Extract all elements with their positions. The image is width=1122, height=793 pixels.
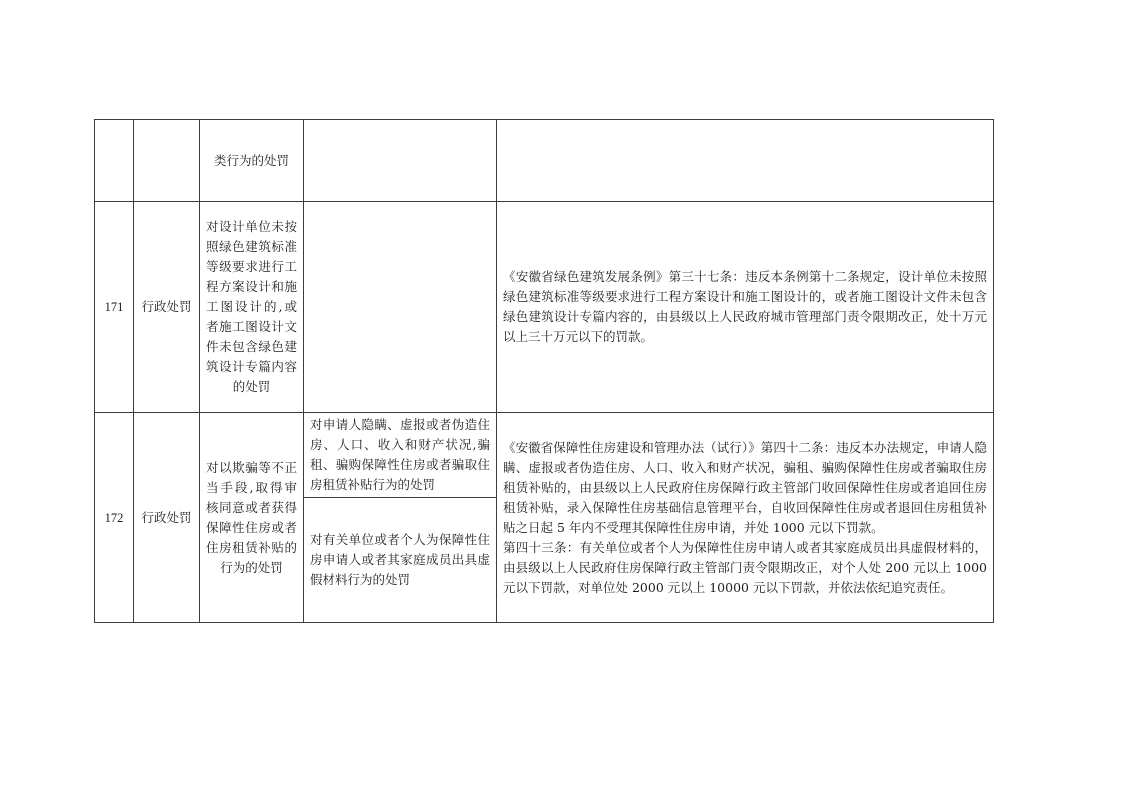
penalty-item-cell: 对以欺骗等不正当手段,取得审核同意或者获得保障性住房或者住房租赁补贴的行为的处罚: [200, 413, 304, 623]
penalty-category-cell: [134, 120, 200, 202]
penalty-category-cell: 行政处罚: [134, 413, 200, 623]
row-number-cell: 172: [95, 413, 134, 623]
legal-basis-cell: [497, 120, 994, 202]
legal-basis-cell: [497, 413, 994, 623]
legal-basis-paragraph: 《安徽省绿色建筑发展条例》第三十七条：违反本条例第十二条规定，设计单位未按照绿色建筑标准等级要求进行工程方案设计和施工图设计的，或者施工图设计文件未包含绿色建筑设计专篇内容的，由县级以上人民政府城市管理部门责令限期改正，处十万元以上三十万元以下的罚款。: [503, 269, 987, 344]
penalty-item-cell: 对设计单位未按照绿色建筑标准等级要求进行工程方案设计和施工图设计的,或者施工图设计文件未包含绿色建筑设计专篇内容的处罚: [200, 202, 304, 413]
penalty-subitem-cell: [304, 202, 497, 413]
penalty-subitem-cell: [304, 120, 497, 202]
legal-basis-cell: [497, 202, 994, 413]
penalty-item-cell: 类行为的处罚: [200, 120, 304, 202]
legal-basis-paragraph: 《安徽省保障性住房建设和管理办法（试行）》第四十二条：违反本办法规定，申请人隐瞒、虚报或者伪造住房、人口、收入和财产状况，骗租、骗购保障性住房或者骗取住房租赁补贴的，由县级以上人民政府住房保障行政主管部门收回保障性住房或者追回住房租赁补贴，录入保障性住房基础信息管理平台，自收回保障性住房或者退回住房租赁补贴之日起 5 年内不受理其保障性住房申请，并处 1000 元以下罚款。: [503, 439, 987, 535]
penalty-category-cell: 行政处罚: [134, 202, 200, 413]
penalty-subitem-cell: 对申请人隐瞒、虚报或者伪造住房、人口、收入和财产状况,骗租、骗购保障性住房或者骗取住房租赁补贴行为的处罚: [304, 413, 497, 498]
table-row-continuation: [95, 120, 994, 202]
legal-basis-paragraph: 第四十三条：有关单位或者个人为保障性住房申请人或者其家庭成员出具虚假材料的，由县级以上人民政府住房保障行政主管部门责令限期改正，对个人处 200 元以上 1000 元以下罚款，对单位处 2000 元以上 10000 元以下罚款，并依法依纪追究责任。: [503, 539, 987, 595]
row-number-cell: 171: [95, 202, 134, 413]
row-number-cell: [95, 120, 134, 202]
table-row-171: [95, 202, 994, 413]
table-row-172: [95, 413, 994, 498]
penalty-subitem-cell: 对有关单位或者个人为保障性住房申请人或者其家庭成员出具虚假材料行为的处罚: [304, 498, 497, 623]
penalty-table: [94, 119, 994, 623]
